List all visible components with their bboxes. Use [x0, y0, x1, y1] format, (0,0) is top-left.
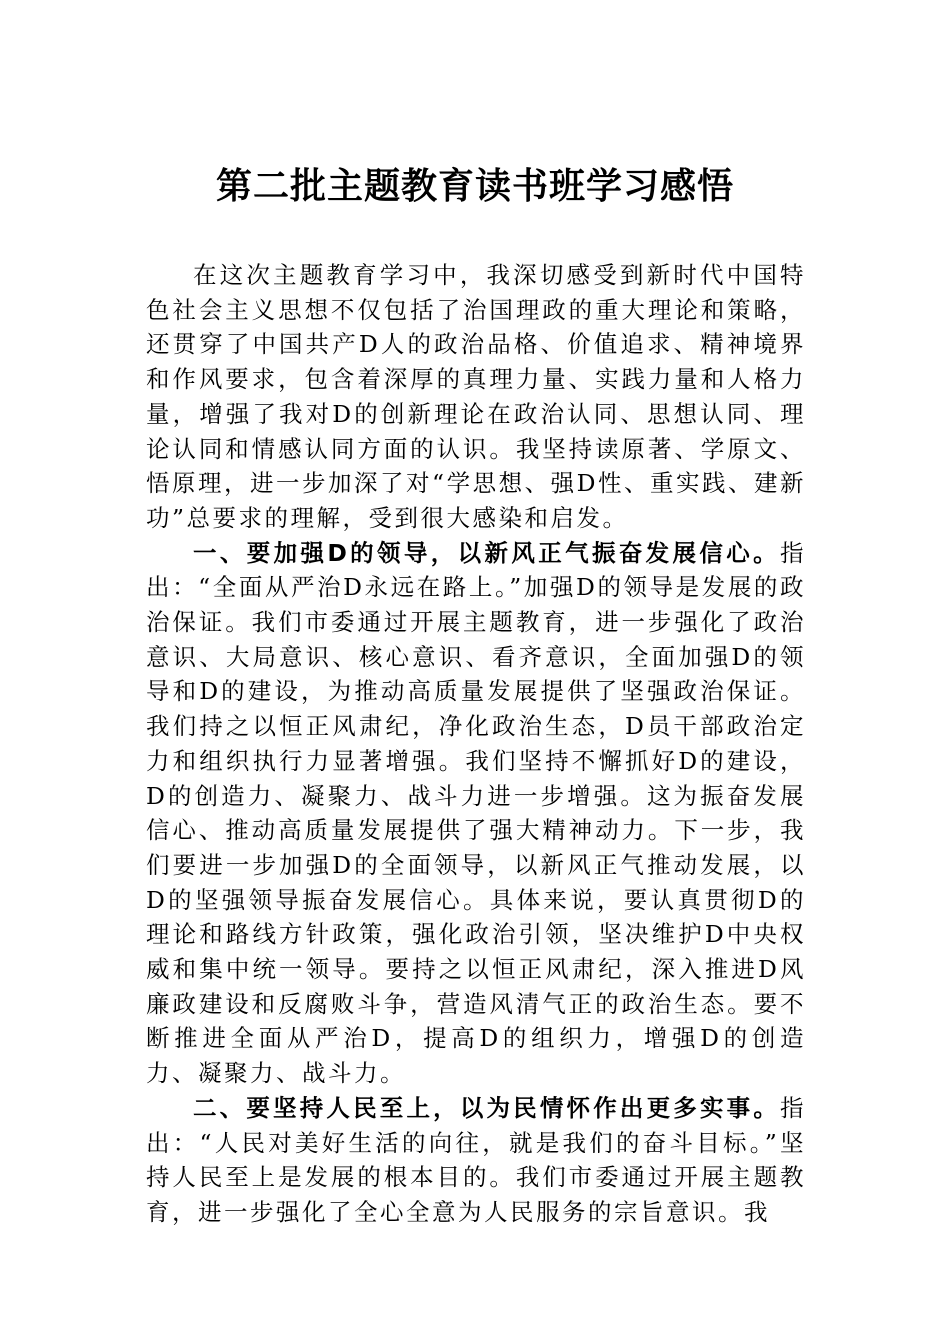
document-title: 第二批主题教育读书班学习感悟	[215, 165, 734, 207]
section-1-text: 指出：“全面从严治D永远在路上。”加强D的领导是发展的政治保证。我们市委通过开展主题教育，进一步强化了政治意识、大局意识、核心意识、看齐意识，全面加强D的领导和D的建设，为推动高质量发展提供了坚强政治保证。我们持之以恒正风肃纪，净化政治生态，D员干部政治定力和组织执行力显著增强。我们坚持不懈抓好D的建设，D的创造力、凝聚力、战斗力进一步增强。这为振奋发展信心、推动高质量发展提供了强大精神动力。下一步，我们要进一步加强D的全面领导，以新风正气推动发展，以D的坚强领导振奋发展信心。具体来说，要认真贯彻D的理论和路线方针政策，强化政治引领，坚决维护D中央权威和集中统一领导。要持之以恒正风肃纪，深入推进D风廉政建设和反腐败斗争，营造风清气正的政治生态。要不断推进全面从严治D，提高D的组织力，增强D的创造力、凝聚力、战斗力。	[146, 538, 806, 1088]
section-1-heading: 一、要加强D的领导，以新风正气振奋发展信心。	[193, 538, 780, 567]
section-2-heading: 二、要坚持人民至上，以为民情怀作出更多实事。	[193, 1093, 780, 1122]
document-body	[146, 258, 806, 1230]
section-2-paragraph	[146, 1091, 806, 1230]
intro-paragraph: 在这次主题教育学习中，我深切感受到新时代中国特色社会主义思想不仅包括了治国理政的重大理论和策略，还贯穿了中国共产D人的政治品格、价值追求、精神境界和作风要求，包含着深厚的真理力量、实践力量和人格力量，增强了我对D的创新理论在政治认同、思想认同、理论认同和情感认同方面的认识。我坚持读原著、学原文、悟原理，进一步加深了对“学思想、强D性、重实践、建新功”总要求的理解，受到很大感染和启发。	[146, 261, 806, 532]
section-2-text: 指出：“人民对美好生活的向往，就是我们的奋斗目标。”坚持人民至上是发展的根本目的。我们市委通过开展主题教育，进一步强化了全心全意为人民服务的宗旨意识。我	[146, 1093, 806, 1226]
section-1-paragraph	[146, 536, 806, 1091]
